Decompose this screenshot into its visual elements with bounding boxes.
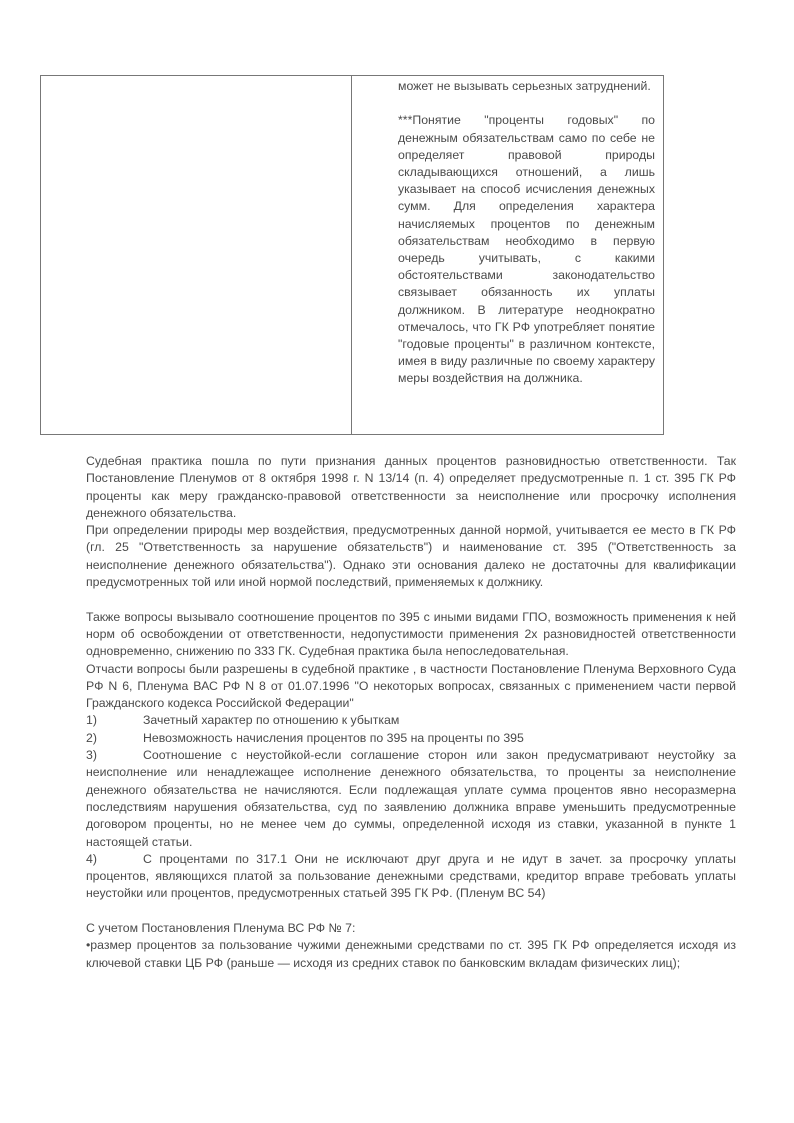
paragraph-1: Судебная практика пошла по пути признания данных процентов разновидностью ответственности. Так Постановление Пленумов от 8 октября 1998 г. N 13/14 (п. 4) определяет предусмотренные п. 1 ст. 395 ГК РФ проценты как меру гражданско-правовой ответственности за неисполнение или просрочку исполнения денежного обязательства. — [86, 454, 736, 520]
list-item: 4) С процентами по 317.1 Они не исключают друг друга и не идут в зачет. за просрочку уплаты процентов, являющихся платой за пользование денежными средствами, кредитор вправе требовать уплаты неустойки или процентов, предусмотренных статьей 395 ГК РФ. (Пленум ВС 54) — [86, 851, 736, 901]
table-paragraph-2: ***Понятие "проценты годовых" по денежным обязательствам само по себе не определяет правовой природы складывающихся отношений, а лишь указывает на способ исчисления денежных сумм. Для определения характера начисляемых процентов по денежным обязательствам необходимо в первую очередь учитывать, с какими обстоятельствами законодательство связывает обязанность их уплаты должником. В литературе неоднократно отмечалось, что ГК РФ употребляет понятие "годовые проценты" в различном контексте, имея в виду различные по своему характеру меры воздействия на должника. — [398, 113, 655, 386]
paragraph-4: Отчасти вопросы были разрешены в судебной практике , в частности Постановление Пленума Верховного Суда РФ N 6, Пленума ВАС РФ N 8 от 01.07.1996 "О некоторых вопросах, связанных с применением части первой Гражданского кодекса Российской Федерации" — [86, 661, 736, 711]
table-cell-text — [398, 78, 655, 388]
list-item: 1) Зачетный характер по отношению к убыткам — [86, 713, 400, 728]
table-cell-right — [352, 76, 663, 434]
list-item: 2) Невозможность начисления процентов по 395 на проценты по 395 — [86, 730, 524, 745]
table-cell-left — [41, 76, 352, 434]
paragraph-3: Также вопросы вызывало соотношение процентов по 395 с иными видами ГПО, возможность применения к ней норм об освобождении от ответственности, недопустимости применения 2х разновидностей ответственности одновременно, снижению по 333 ГК. Судебная практика была непоследовательная. — [86, 609, 736, 659]
paragraph-5: С учетом Постановления Пленума ВС РФ № 7: — [86, 921, 356, 936]
comparison-table — [40, 75, 664, 435]
paragraph-6: •размер процентов за пользование чужими денежными средствами по ст. 395 ГК РФ определяется исходя из ключевой ставки ЦБ РФ (раньше — исходя из средних ставок по банковским вкладам физических лиц); — [86, 938, 736, 970]
table-paragraph-1: может не вызывать серьезных затруднений. — [398, 79, 651, 93]
paragraph-2: При определении природы мер воздействия, предусмотренных данной нормой, учитывается ее место в ГК РФ (гл. 25 "Ответственность за нарушение обязательств") и наименование ст. 395 ("Ответственность за неисполнение денежного обязательства"). Однако эти основания далеко не достаточны для квалификации предусмотренных той или иной нормой последствий, применяемых к должнику. — [86, 523, 736, 590]
body-text — [86, 453, 736, 972]
list-item: 3) Соотношение с неустойкой-если соглашение сторон или закон предусматривают неустойку за неисполнение или ненадлежащее исполнение денежного обязательства, то проценты за неисполнение денежного обязательства не начисляются. Если подлежащая уплате сумма процентов явно несоразмерна последствиям нарушения обязательства, суд по заявлению должника вправе уменьшить предусмотренные договором проценты, но не менее чем до суммы, определенной исходя из ставки, указанной в пункте 1 настоящей статьи. — [86, 748, 736, 849]
